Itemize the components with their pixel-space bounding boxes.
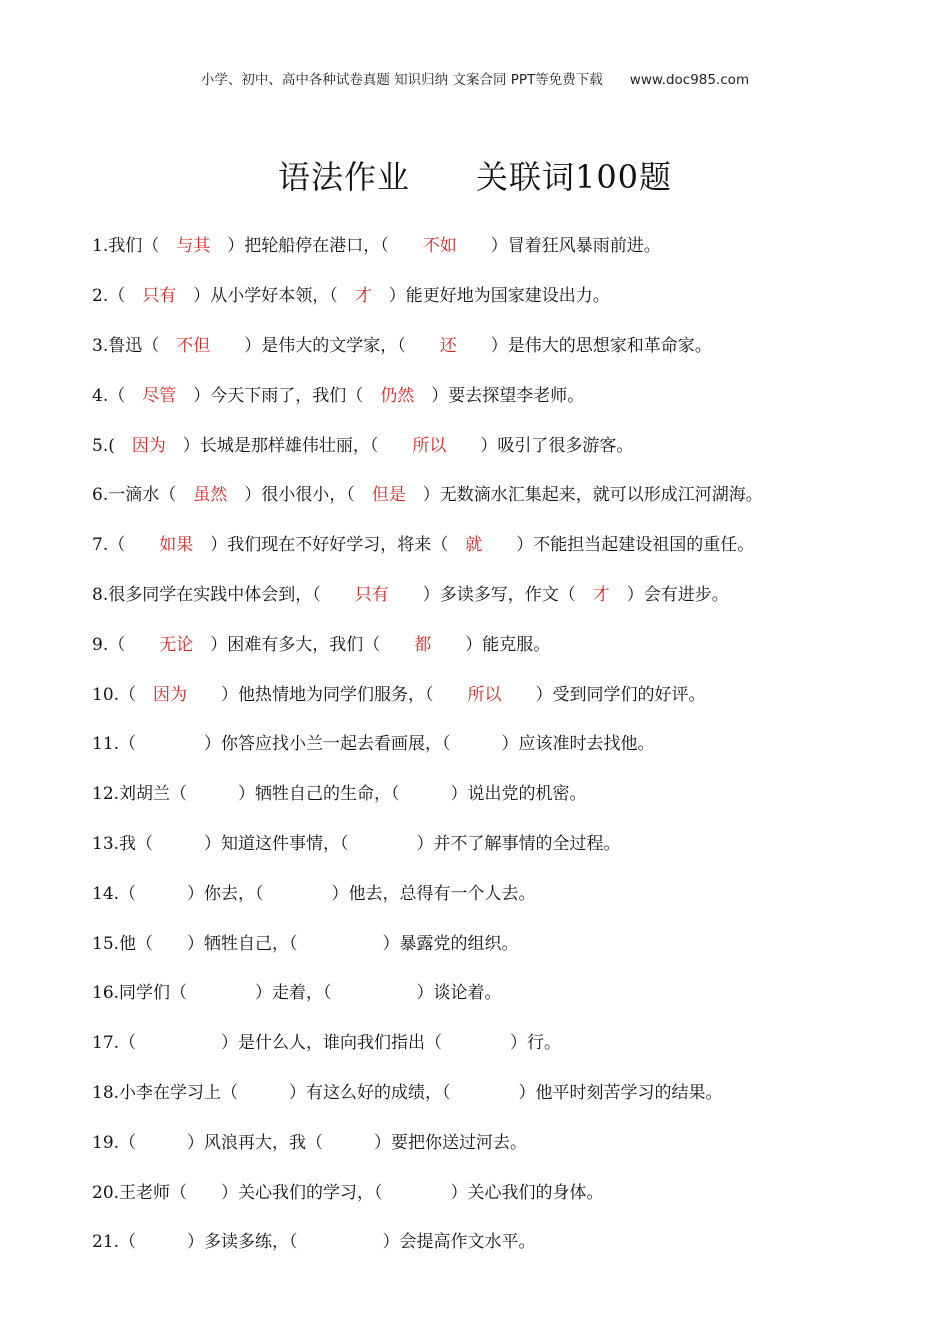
answer-word: 都 (414, 634, 432, 655)
question-text: 7.（ (92, 535, 160, 556)
answer-word: 不但 (176, 335, 211, 356)
question-text: ）是伟大的文学家，（ (210, 335, 440, 356)
question-text: 11.（ ）你答应找小兰一起去看画展，（ ）应该准时去找他。 (92, 734, 655, 755)
question-text: 19.（ ）风浪再大，我（ ）要把你送过河去。 (92, 1132, 528, 1153)
answer-word: 但是 (371, 485, 406, 506)
question-text: ）吸引了很多游客。 (446, 435, 634, 456)
answer-word: 如果 (159, 535, 194, 556)
question-item (92, 820, 932, 870)
question-text: 13.我（ ）知道这件事情，（ ）并不了解事情的全过程。 (92, 833, 621, 854)
question-text: ）不能担当起建设祖国的重任。 (482, 535, 755, 556)
question-item (92, 969, 932, 1019)
question-text: ）困难有多大，我们（ (193, 634, 415, 655)
question-item (92, 1019, 932, 1069)
document-title: 语法作业 关联词100题 (277, 158, 673, 196)
question-text: 16.同学们（ ）走着，（ ）谈论着。 (92, 983, 502, 1004)
page-header: 小学、初中、高中各种试卷真题 知识归纳 文案合同 PPT等免费下载 www.doc985.com (200, 72, 750, 88)
question-list (92, 222, 932, 1268)
question-text: 5.( (92, 435, 132, 456)
question-text: ）冒着狂风暴雨前进。 (456, 236, 661, 257)
question-text: 18.小李在学习上（ ）有这么好的成绩，（ ）他平时刻苦学习的结果。 (92, 1082, 723, 1103)
question-item (92, 670, 932, 720)
answer-word: 所以 (412, 435, 447, 456)
question-text: 12.刘胡兰（ ）牺牲自己的生命，（ ）说出党的机密。 (92, 784, 587, 805)
answer-word: 尽管 (142, 385, 177, 406)
question-item (92, 770, 932, 820)
question-text: 6.一滴水（ (92, 485, 194, 506)
question-text: 14.（ ）你去，（ ）他去，总得有一个人去。 (92, 883, 536, 904)
answer-word: 才 (592, 584, 610, 605)
question-item (92, 521, 932, 571)
question-text: ）无数滴水汇集起来，就可以形成江河湖海。 (405, 485, 763, 506)
answer-word: 不如 (422, 236, 457, 257)
question-text: 15.他（ ）牺牲自己，（ ）暴露党的组织。 (92, 933, 519, 954)
question-text: 1.我们（ (92, 236, 177, 257)
question-text: 10.（ (92, 684, 154, 705)
question-text: ）我们现在不好好学习，将来（ (193, 535, 466, 556)
question-text: 3.鲁迅（ (92, 335, 177, 356)
question-text: ）从小学好本领，（ (176, 286, 355, 307)
question-item (92, 371, 932, 421)
answer-word: 因为 (153, 684, 188, 705)
question-item (92, 322, 932, 372)
question-text: 9.（ (92, 634, 160, 655)
answer-word: 与其 (176, 236, 211, 257)
question-text: ）能更好地为国家建设出力。 (371, 286, 610, 307)
question-text: 21.（ ）多读多练，（ ）会提高作文水平。 (92, 1232, 536, 1253)
answer-word: 所以 (467, 684, 502, 705)
question-item (92, 1168, 932, 1218)
question-item (92, 1069, 932, 1119)
answer-word: 只有 (142, 286, 177, 307)
question-text: ）多读多写，作文（ (388, 584, 593, 605)
question-text: 20.王老师（ ）关心我们的学习，（ ）关心我们的身体。 (92, 1182, 604, 1203)
question-item (92, 421, 932, 471)
answer-word: 还 (439, 335, 457, 356)
question-item (92, 1118, 932, 1168)
question-item (92, 1218, 932, 1268)
question-text: 17.（ ）是什么人，谁向我们指出（ ）行。 (92, 1033, 562, 1054)
question-text: ）把轮船停在港口，（ (210, 236, 423, 257)
question-text: ）要去探望李老师。 (414, 385, 585, 406)
question-text: ）今天下雨了，我们（ (176, 385, 381, 406)
question-text: ）很小很小，（ (227, 485, 372, 506)
answer-word: 才 (354, 286, 372, 307)
question-text: ）受到同学们的好评。 (501, 684, 706, 705)
answer-word: 因为 (131, 435, 166, 456)
question-text: 2.（ (92, 286, 143, 307)
question-item (92, 720, 932, 770)
question-text: ）能克服。 (431, 634, 551, 655)
answer-word: 就 (465, 535, 483, 556)
question-item (92, 272, 932, 322)
question-item (92, 919, 932, 969)
answer-word: 无论 (159, 634, 194, 655)
question-item (92, 471, 932, 521)
question-text: ）他热情地为同学们服务，（ (187, 684, 468, 705)
question-text: ）是伟大的思想家和革命家。 (456, 335, 712, 356)
question-text: 8.很多同学在实践中体会到，（ (92, 584, 355, 605)
answer-word: 只有 (354, 584, 389, 605)
question-item (92, 222, 932, 272)
question-item (92, 571, 932, 621)
question-item (92, 620, 932, 670)
question-text: ）长城是那样雄伟壮丽，（ (165, 435, 413, 456)
answer-word: 仍然 (380, 385, 415, 406)
question-text: ）会有进步。 (609, 584, 729, 605)
question-item (92, 869, 932, 919)
answer-word: 虽然 (193, 485, 228, 506)
question-text: 4.（ (92, 385, 143, 406)
